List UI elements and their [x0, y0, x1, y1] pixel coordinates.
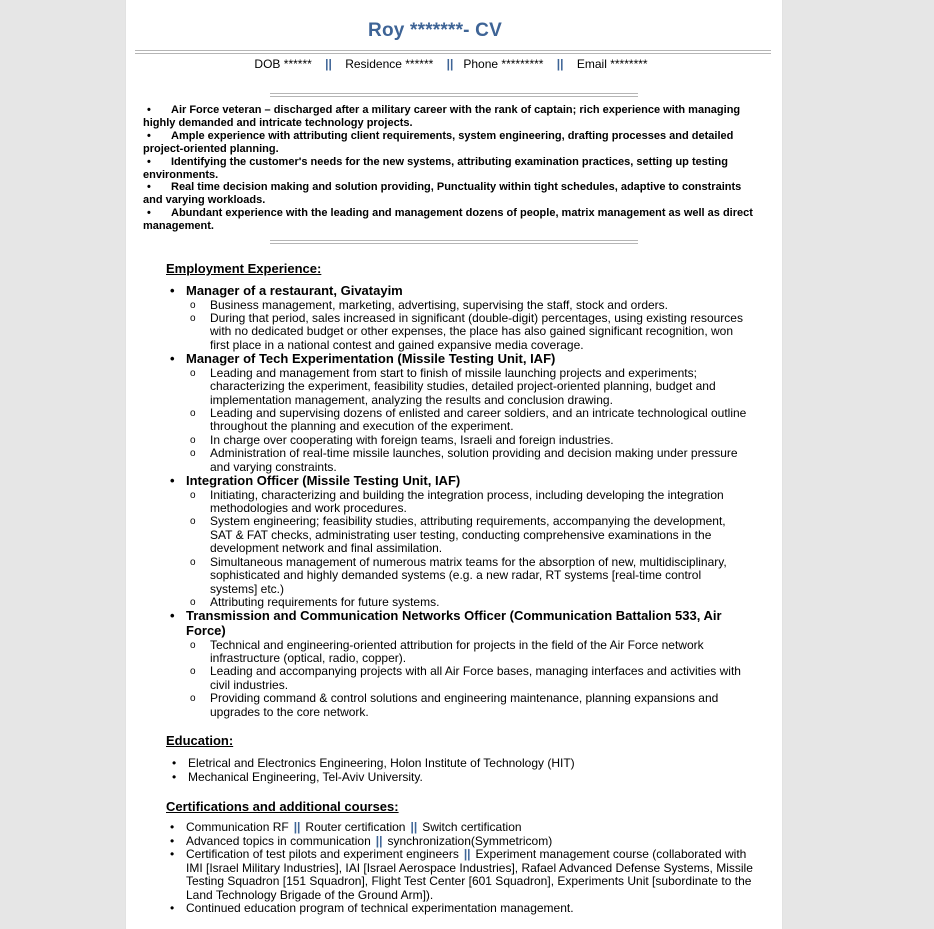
certifications-list [168, 821, 753, 916]
separator: || [446, 57, 454, 71]
contact-dob-value: ****** [283, 57, 312, 71]
contact-phone-label: Phone [463, 57, 499, 71]
job-item: o Providing command & control solutions and engineering maintenance, planning expansions and upgrades to the core network. [170, 692, 750, 719]
job-item: o Business management, marketing, advertising, supervising the staff, stock and orders. [170, 299, 750, 312]
job-item: o Leading and supervising dozens of enlisted and career soldiers, and an intricate technological outline throughout the planning and execution of the experiment. [170, 407, 750, 434]
job-title: • Manager of Tech Experimentation (Missile Testing Unit, IAF) [170, 352, 750, 367]
summary-rule [270, 240, 638, 244]
job-item: o During that period, sales increased in significant (double-digit) percentages, using existing resources with no dedicated budget or other expenses, the place has also gained significant recognition, won first place in a national contest and gained expansive media coverage. [170, 312, 750, 352]
employment-list [170, 284, 750, 719]
cert-item: • Continued education program of technical experimentation management. [168, 902, 753, 916]
job-title: • Transmission and Communication Networks Officer (Communication Battalion 533, Air Force) [170, 609, 750, 638]
title-rule [135, 50, 771, 54]
certifications-heading: Certifications and additional courses: [166, 799, 399, 814]
contact-line [126, 57, 776, 71]
education-item: • Eletrical and Electronics Engineering, Holon Institute of Technology (HIT) [170, 756, 755, 770]
employment-heading: Employment Experience: [166, 261, 322, 276]
cert-item: • Advanced topics in communication || synchronization(Symmetricom) [168, 835, 753, 849]
cert-item: • Communication RF || Router certification || Switch certification [168, 821, 753, 835]
contact-residence-value: ****** [405, 57, 434, 71]
summary-item: • Ample experience with attributing client requirements, system engineering, drafting processes and detailed project-oriented planning. [143, 129, 734, 155]
job-title: • Manager of a restaurant, Givatayim [170, 284, 750, 299]
job-item: o Initiating, characterizing and building the integration process, including developing the integration methodologies and work procedures. [170, 489, 750, 516]
job-item: o Simultaneous management of numerous matrix teams for the absorption of new, multidisciplinary, sophisticated and highly demanded systems (e.g. a new radar, RT systems [real-time control systems] etc.) [170, 556, 750, 596]
contact-phone-value: ********* [501, 57, 544, 71]
education-list [170, 756, 755, 784]
separator: || [325, 57, 332, 71]
job-item: o Technical and engineering-oriented attribution for projects in the field of the Air Force network infrastructure (optical, radio, copper). [170, 639, 750, 666]
cv-page [126, 0, 782, 929]
summary-item: • Real time decision making and solution providing, Punctuality within tight schedules, adaptive to constraints and varying workloads. [143, 181, 742, 207]
education-item: • Mechanical Engineering, Tel-Aviv University. [170, 770, 755, 784]
contact-dob-label: DOB [254, 57, 281, 71]
job-item: o Leading and accompanying projects with all Air Force bases, managing interfaces and activities with civil industries. [170, 665, 750, 692]
summary-item: • Identifying the customer's needs for the new systems, attributing examination practices, setting up testing environments. [143, 155, 728, 181]
job-title: • Integration Officer (Missile Testing Unit, IAF) [170, 474, 750, 489]
summary-item: • Air Force veteran – discharged after a military career with the rank of captain; rich experience with managing highly demanded and intricate technology projects. [143, 104, 741, 129]
job-item: o Attributing requirements for future systems. [170, 596, 750, 609]
separator: || [556, 57, 564, 71]
cert-item: • Certification of test pilots and experiment engineers || Experiment management course (collaborated with IMI [Israel Military Industries], IAI [Israel Aerospace Industries], Rafael Advanced Defense Systems, Missile Testing Squadron [151 Squadron], Flight Test Center [601 Squadron], Experiments Unit [subordinate to the Land Technology Brigade of the Ground Arm]). [168, 848, 753, 902]
cv-title: Roy *******- CV [368, 20, 502, 41]
contact-rule [270, 93, 638, 97]
contact-residence-label: Residence [345, 57, 402, 71]
contact-email-value: ******** [610, 57, 648, 71]
job-item: o System engineering; feasibility studies, attributing requirements, accompanying the development, SAT & FAT checks, administrating user testing, conducting comprehensive examinations in the development network and final assimilation. [170, 515, 750, 555]
contact-email-label: Email [576, 57, 607, 71]
summary-item: • Abundant experience with the leading and management dozens of people, matrix management as well as direct management. [143, 207, 753, 233]
job-item: o Leading and management from start to finish of missile launching projects and experiments; characterizing the experiment, feasibility studies, detailed project-oriented planning, budget and implementation management, analyzing the results and conclusion drawing. [170, 367, 750, 407]
job-item: o Administration of real-time missile launches, solution providing and decision making under pressure and varying constraints. [170, 447, 750, 474]
summary-list [143, 104, 753, 233]
education-heading: Education: [166, 733, 234, 748]
job-item: o In charge over cooperating with foreign teams, Israeli and foreign industries. [170, 434, 750, 447]
